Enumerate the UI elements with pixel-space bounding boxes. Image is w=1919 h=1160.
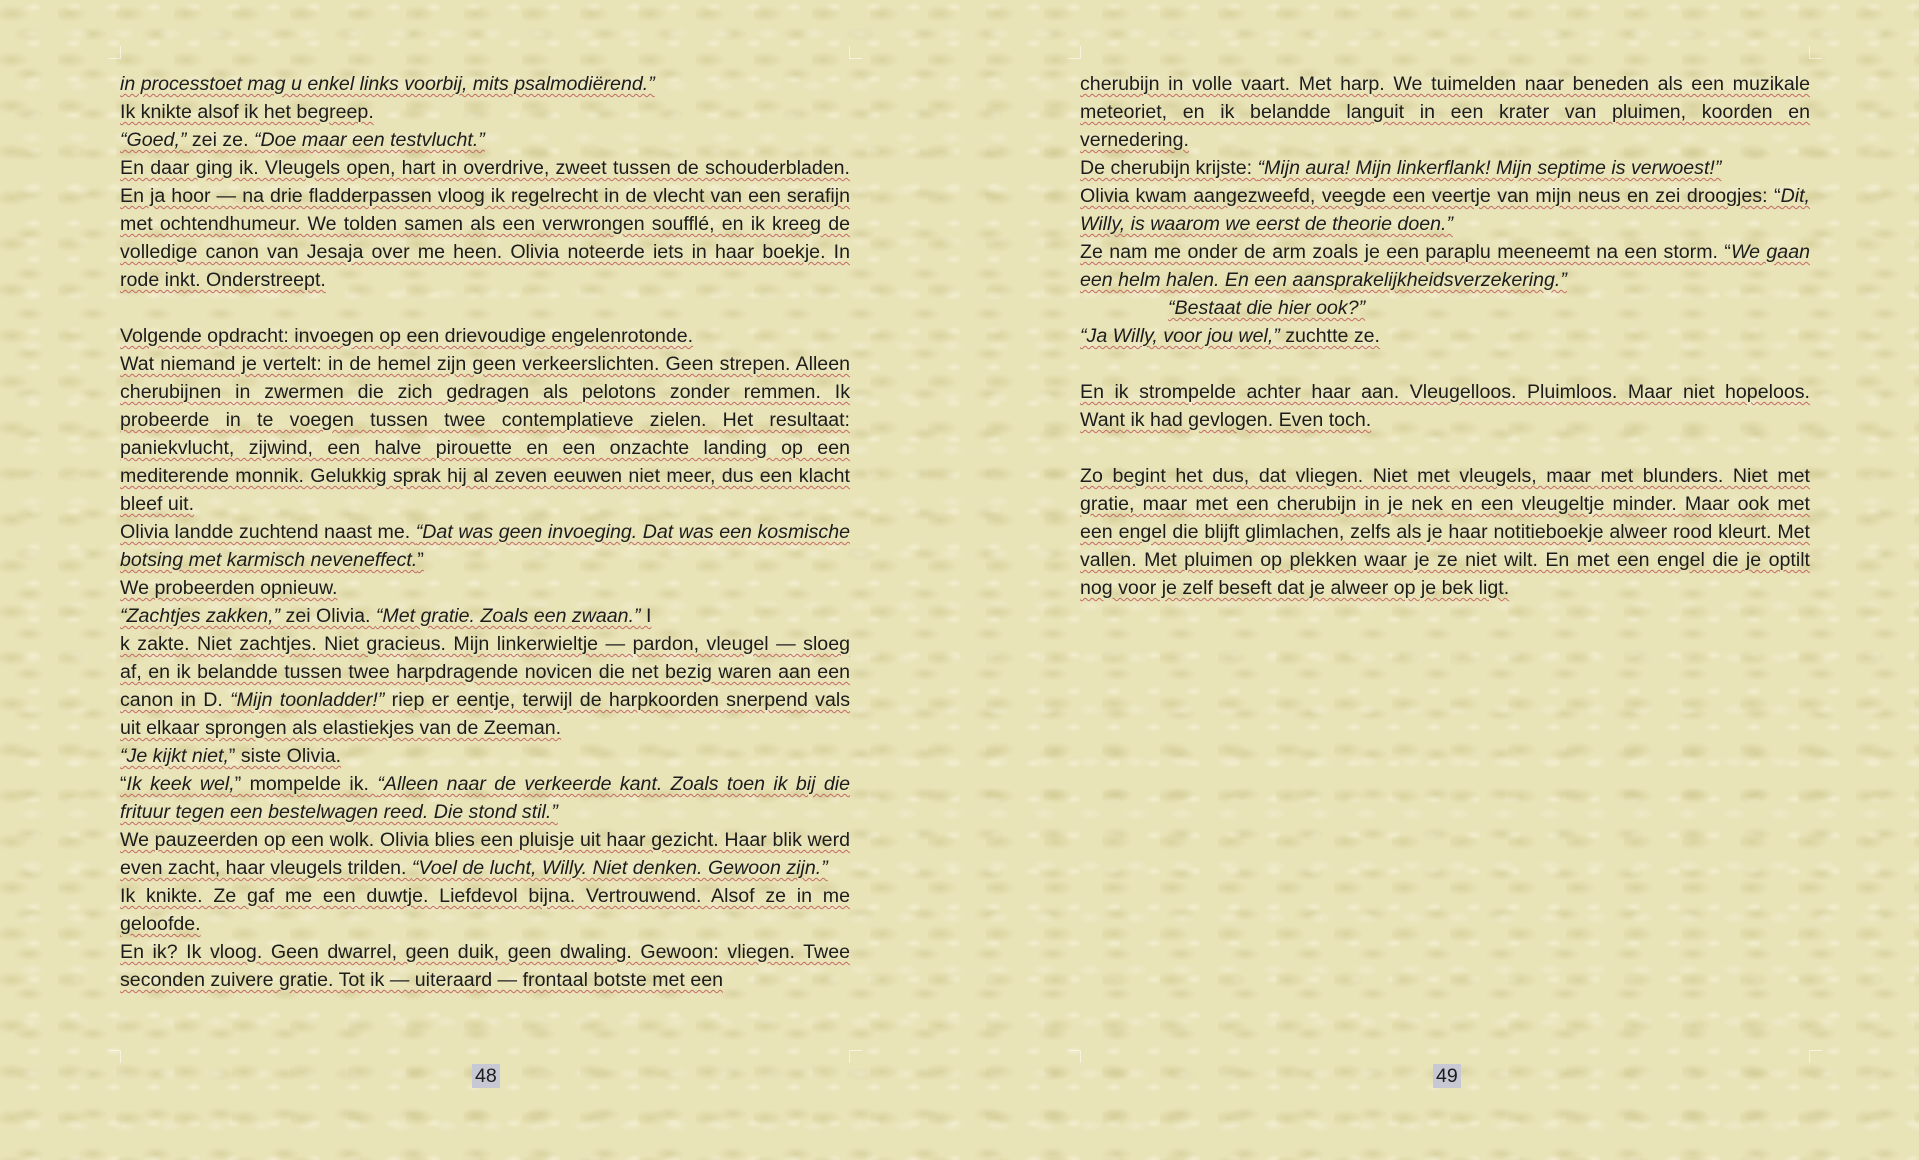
crop-mark — [1068, 46, 1081, 59]
crop-mark — [108, 1050, 121, 1063]
crop-mark — [849, 46, 862, 59]
text-run: zuchtte ze. — [1279, 325, 1380, 347]
text-run: Ik knikte. Ze gaf me een duwtje. Liefdevol bijna. Vertrouwend. Alsof ze in me geloofde. — [120, 885, 850, 935]
left-page-text[interactable] — [120, 70, 850, 994]
italic-text: “Bestaat die hier ook?” — [1168, 297, 1366, 319]
page-number-left: 48 — [472, 1064, 500, 1088]
italic-text: “Dat was geen invoeging. Dat was een kosmische botsing met karmisch neveneffect. — [120, 521, 851, 571]
text-run: Olivia kwam aangezweefd, veegde een veertje van mijn neus en zei droogjes: “ — [1080, 185, 1781, 207]
italic-text: “Doe maar een testvlucht.” — [253, 129, 485, 151]
italic-text: “Zachtjes zakken,” — [120, 605, 281, 627]
italic-text: “Je kijkt niet, — [120, 745, 229, 767]
italic-text: “Met gratie. Zoals een zwaan.” — [375, 605, 641, 627]
paragraph — [120, 350, 850, 518]
paragraph — [1080, 322, 1810, 350]
right-page-text[interactable] — [1080, 70, 1810, 602]
paragraph — [120, 882, 850, 938]
paragraph-spacer — [1080, 434, 1810, 462]
text-run: En daar ging ik. Vleugels open, hart in overdrive, zweet tussen de schouderbladen. En ja hoor — na drie fladderpassen vloog ik regelrecht in de vlecht van een serafijn met ochtendhumeur. We tolden samen als een verwrongen soufflé, en ik kreeg de volledige canon van Jesaja over me heen. Olivia noteerde iets in haar boekje. In rode inkt. Onderstreept. — [120, 157, 850, 291]
crop-mark — [1809, 46, 1822, 59]
paragraph — [120, 826, 850, 882]
crop-mark — [1809, 1050, 1822, 1063]
text-run: Wat niemand je vertelt: in de hemel zijn geen verkeerslichten. Geen strepen. Alleen cherubijnen in zwermen die zich gedragen als pelotons zonder remmen. Ik probeerde in te voegen tussen twee contemplatieve zielen. Het resultaat: paniekvlucht, zijwind, een halve pirouette en een onzachte landing op een mediterende monnik. Gelukkig sprak hij al zeven eeuwen niet meer, dus een klacht bleef uit. — [120, 353, 850, 515]
italic-text: “Mijn aura! Mijn linkerflank! Mijn septime is verwoest!” — [1257, 157, 1722, 179]
text-run: k zakte. Niet zachtjes. Niet gracieus. Mijn linkerwieltje — pardon, vleugel — sloeg af, en ik belandde tussen twee harpdragende novicen die net bezig waren aan een canon in D. — [120, 633, 850, 711]
italic-text: in processtoet mag u enkel links voorbij, mits psalmodiërend.” — [120, 73, 655, 95]
crop-mark — [1068, 1050, 1081, 1063]
text-run: “ — [120, 773, 127, 795]
paragraph — [1080, 182, 1810, 238]
text-run: De cherubijn krijste: — [1080, 157, 1258, 179]
paragraph — [120, 630, 850, 742]
text-run: Ik knikte alsof ik het begreep. — [120, 101, 374, 123]
paragraph — [120, 98, 850, 126]
paragraph — [120, 322, 850, 350]
text-run: We probeerden opnieuw. — [120, 577, 338, 599]
text-run: cherubijn in volle vaart. Met harp. We tuimelden naar beneden als een muzikale meteoriet, en ik belandde languit in een krater van pluimen, koorden en vernedering. — [1080, 73, 1810, 151]
paragraph — [120, 770, 850, 826]
text-run: Olivia landde zuchtend naast me. — [120, 521, 416, 543]
text-run: Zo begint het dus, dat vliegen. Niet met vleugels, maar met blunders. Niet met gratie, maar met een cherubijn in je nek en een vleugeltje minder. Maar ook met een engel die blijft glimlachen, zelfs als je haar notitieboekje alweer rood kleurt. Met vallen. Met pluimen op plekken waar je ze niet wilt. En met een engel die je optilt nog voor je zelf beseft dat je alweer op je bek ligt. — [1080, 465, 1810, 599]
text-run: En ik? Ik vloog. Geen dwarrel, geen duik, geen dwaling. Gewoon: vliegen. Twee seconden zuivere gratie. Tot ik — uiteraard — frontaal botste met een — [120, 941, 850, 991]
paragraph — [1080, 154, 1810, 182]
text-run: ” — [417, 549, 424, 571]
italic-text: “Ja Willy, voor jou wel,” — [1080, 325, 1280, 347]
crop-mark — [849, 1050, 862, 1063]
italic-text: Dit, Willy, is waarom we eerst de theorie doen.” — [1080, 185, 1810, 235]
italic-text: “Mijn toonladder!” — [230, 689, 385, 711]
paragraph — [120, 742, 850, 770]
text-run: zei Olivia. — [280, 605, 376, 627]
italic-text: “Goed,” — [120, 129, 187, 151]
text-run: riep er eentje, terwijl de harpkoorden snerpend vals uit elkaar sprongen als elastiekjes van de Zeeman. — [120, 689, 851, 739]
text-run: ” siste Olivia. — [228, 745, 342, 767]
text-run: We pauzeerden op een wolk. Olivia blies een pluisje uit haar gezicht. Haar blik werd even zacht, haar vleugels trilden. — [120, 829, 850, 879]
paragraph — [120, 574, 850, 602]
paragraph — [120, 938, 850, 994]
paragraph — [1080, 294, 1810, 322]
page-number-right: 49 — [1433, 1064, 1461, 1088]
text-run: En ik strompelde achter haar aan. Vleugelloos. Pluimloos. Maar niet hopeloos. Want ik had gevlogen. Even toch. — [1080, 381, 1810, 431]
text-run: zei ze. — [186, 129, 254, 151]
paragraph — [1080, 462, 1810, 602]
text-run: I — [640, 605, 652, 627]
text-run: ” mompelde ik. — [234, 773, 378, 795]
paragraph — [120, 126, 850, 154]
paragraph — [120, 602, 850, 630]
italic-text: “Alleen naar de verkeerde kant. Zoals toen ik bij die frituur tegen een bestelwagen reed. Die stond stil.” — [120, 773, 850, 823]
paragraph — [1080, 238, 1810, 294]
italic-text: Ik keek wel, — [126, 773, 235, 795]
italic-text: “Voel de lucht, Willy. Niet denken. Gewoon zijn.” — [411, 857, 828, 879]
paragraph — [120, 518, 850, 574]
left-page — [120, 0, 850, 1160]
paragraph — [1080, 378, 1810, 434]
paragraph — [120, 154, 850, 294]
paragraph-spacer — [120, 294, 850, 322]
text-run: Volgende opdracht: invoegen op een drievoudige engelenrotonde. — [120, 325, 694, 347]
paragraph-spacer — [1080, 350, 1810, 378]
text-run: Ze nam me onder de arm zoals je een paraplu meeneemt na een storm. “ — [1080, 241, 1731, 263]
italic-text: We gaan een helm halen. En een aansprakelijkheidsverzekering.” — [1080, 241, 1810, 291]
paragraph — [1080, 70, 1810, 154]
right-page — [1080, 0, 1810, 1160]
crop-mark — [108, 46, 121, 59]
paragraph — [120, 70, 850, 98]
